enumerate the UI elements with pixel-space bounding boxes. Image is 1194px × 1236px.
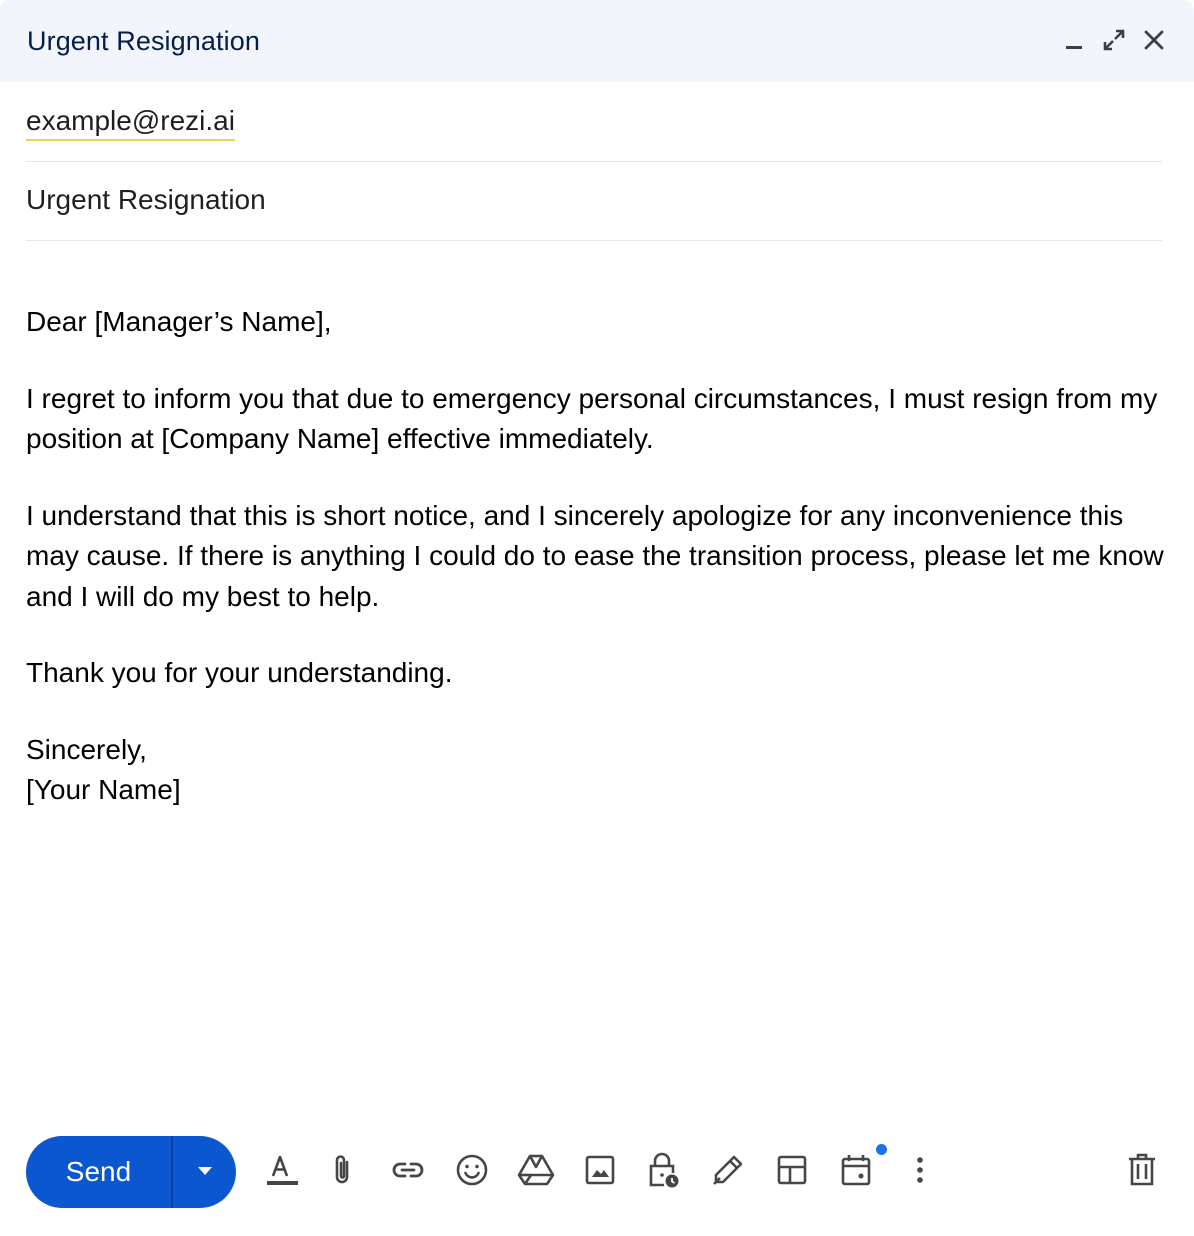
close-icon bbox=[1143, 29, 1165, 56]
insert-link-icon bbox=[390, 1158, 426, 1182]
minimize-button[interactable] bbox=[1056, 24, 1092, 60]
caret-down-icon bbox=[197, 1163, 213, 1181]
insert-photo-button[interactable] bbox=[578, 1148, 622, 1192]
subject-field[interactable] bbox=[26, 161, 1162, 241]
notification-dot bbox=[876, 1144, 887, 1155]
body-paragraph-1: I regret to inform you that due to emergency personal circumstances, I must resign from my position at [Company Name] effective immediately. bbox=[26, 382, 1158, 454]
insert-link-button[interactable] bbox=[386, 1148, 430, 1192]
compose-toolbar bbox=[0, 1130, 1194, 1214]
compose-title-bar[interactable] bbox=[0, 0, 1194, 82]
message-body[interactable] bbox=[26, 302, 1166, 811]
insert-photo-icon bbox=[584, 1154, 616, 1186]
layouts-icon bbox=[776, 1154, 808, 1186]
discard-draft-icon bbox=[1127, 1153, 1157, 1187]
body-paragraph-2: I understand that this is short notice, and I sincerely apologize for any inconvenience this may cause. If there is anything I could do to ease the transition process, please let me know and I will do my best to help. bbox=[26, 499, 1164, 612]
more-options-button[interactable] bbox=[898, 1148, 942, 1192]
confidential-mode-icon bbox=[647, 1151, 681, 1189]
insert-from-drive-button[interactable] bbox=[514, 1148, 558, 1192]
minimize-icon bbox=[1064, 30, 1084, 55]
formatting-options-icon bbox=[262, 1152, 298, 1188]
more-options-icon bbox=[916, 1156, 924, 1184]
set-up-time-to-meet-button[interactable] bbox=[834, 1148, 878, 1192]
attach-files-button[interactable] bbox=[320, 1148, 364, 1192]
body-paragraph-3: Thank you for your understanding. bbox=[26, 657, 453, 688]
subject-input[interactable]: Urgent Resignation bbox=[26, 184, 266, 215]
body-greeting: Dear [Manager’s Name], bbox=[26, 306, 332, 337]
confidential-mode-button[interactable] bbox=[642, 1148, 686, 1192]
google-drive-icon bbox=[517, 1153, 555, 1187]
insert-signature-icon bbox=[711, 1153, 745, 1187]
send-button-group bbox=[26, 1136, 236, 1208]
insert-emoji-button[interactable] bbox=[450, 1148, 494, 1192]
discard-draft-button[interactable] bbox=[1120, 1148, 1164, 1192]
to-field[interactable] bbox=[26, 82, 1162, 162]
schedule-event-icon bbox=[840, 1153, 872, 1187]
expand-icon bbox=[1102, 28, 1126, 57]
compose-title: Urgent Resignation bbox=[27, 26, 260, 56]
insert-signature-button[interactable] bbox=[706, 1148, 750, 1192]
close-button[interactable] bbox=[1136, 24, 1172, 60]
more-send-options-button[interactable] bbox=[173, 1136, 236, 1208]
body-signature: [Your Name] bbox=[26, 774, 181, 805]
send-button[interactable]: Send bbox=[65, 1156, 132, 1187]
recipient-chip[interactable]: example@rezi.ai bbox=[26, 104, 235, 141]
formatting-options-button[interactable] bbox=[258, 1148, 302, 1192]
full-screen-button[interactable] bbox=[1096, 24, 1132, 60]
insert-emoji-icon bbox=[455, 1153, 489, 1187]
body-signoff: Sincerely, bbox=[26, 733, 147, 765]
attach-file-icon bbox=[327, 1152, 357, 1188]
layouts-button[interactable] bbox=[770, 1148, 814, 1192]
